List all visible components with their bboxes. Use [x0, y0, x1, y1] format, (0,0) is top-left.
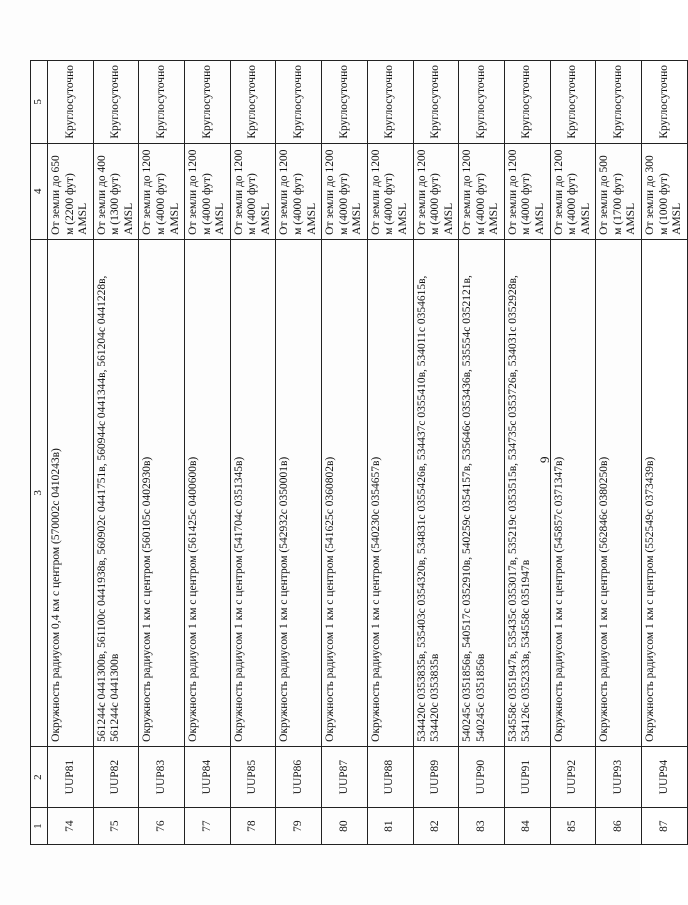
- zone-altitude: От земли до 500 м (1700 фут) AMSL: [596, 143, 642, 239]
- zone-time: Круглосуточно: [550, 61, 596, 144]
- zone-altitude: От земли до 1200 м (4000 фут) AMSL: [459, 143, 505, 239]
- zone-altitude: От земли до 1200 м (4000 фут) AMSL: [139, 143, 185, 239]
- header-col-1: 1: [31, 808, 48, 845]
- zone-time: Круглосуточно: [413, 61, 459, 144]
- zone-code: UUP86: [276, 746, 322, 807]
- row-number: 84: [504, 808, 550, 845]
- zone-code: UUP84: [185, 746, 231, 807]
- zone-time: Круглосуточно: [48, 61, 94, 144]
- table-row: [550, 61, 596, 845]
- zone-code: UUP92: [550, 746, 596, 807]
- row-number: 83: [459, 808, 505, 845]
- table-row: [139, 61, 185, 845]
- header-col-3: 3: [31, 239, 48, 746]
- table-row: [93, 61, 139, 845]
- row-number: 76: [139, 808, 185, 845]
- table-row: [322, 61, 368, 845]
- zone-code: UUP85: [230, 746, 276, 807]
- zone-code: UUP93: [596, 746, 642, 807]
- zone-time: Круглосуточно: [504, 61, 550, 144]
- header-row: [31, 61, 48, 845]
- zone-area: 540245с 0351856в, 540517с 0352910в, 540259с 0354157в, 535646с 0353436в, 535554с 0352121в, 540245с 0351856в: [459, 239, 505, 746]
- row-number: 82: [413, 808, 459, 845]
- row-number: 86: [596, 808, 642, 845]
- table-row: [367, 61, 413, 845]
- zone-altitude: От земли до 1200 м (4000 фут) AMSL: [230, 143, 276, 239]
- zone-altitude: От земли до 1200 м (4000 фут) AMSL: [504, 143, 550, 239]
- zone-time: Круглосуточно: [596, 61, 642, 144]
- table-row: [230, 61, 276, 845]
- zone-code: UUP83: [139, 746, 185, 807]
- zone-altitude: От земли до 1200 м (4000 фут) AMSL: [185, 143, 231, 239]
- zone-time: Круглосуточно: [139, 61, 185, 144]
- table-row: [185, 61, 231, 845]
- table-row: [596, 61, 642, 845]
- zone-time: Круглосуточно: [459, 61, 505, 144]
- zone-code: UUP89: [413, 746, 459, 807]
- zone-time: Круглосуточно: [185, 61, 231, 144]
- row-number: 81: [367, 808, 413, 845]
- zone-code: UUP94: [641, 746, 687, 807]
- zone-time: Круглосуточно: [641, 61, 687, 144]
- airspace-table: [30, 60, 688, 845]
- zone-altitude: От земли до 650 м (2200 фут) AMSL: [48, 143, 94, 239]
- header-col-4: 4: [31, 143, 48, 239]
- table-row: [413, 61, 459, 845]
- zone-area: Окружность радиусом 0,4 км с центром (570002с 0410243в): [48, 239, 94, 746]
- table-row: [459, 61, 505, 845]
- zone-altitude: От земли до 1200 м (4000 фут) AMSL: [276, 143, 322, 239]
- zone-area: Окружность радиусом 1 км с центром (541704с 0351345в): [230, 239, 276, 746]
- zone-area: Окружность радиусом 1 км с центром (560105с 0402930в): [139, 239, 185, 746]
- zone-altitude: От земли до 1200 м (4000 фут) AMSL: [550, 143, 596, 239]
- zone-altitude: От земли до 1200 м (4000 фут) AMSL: [322, 143, 368, 239]
- table-row: [641, 61, 687, 845]
- zone-time: Круглосуточно: [93, 61, 139, 144]
- zone-code: UUP90: [459, 746, 505, 807]
- zone-area: Окружность радиусом 1 км с центром (541625с 0360802в): [322, 239, 368, 746]
- row-number: 78: [230, 808, 276, 845]
- page-number: 9: [537, 456, 552, 463]
- zone-altitude: От земли до 1200 м (4000 фут) AMSL: [413, 143, 459, 239]
- table-row: [504, 61, 550, 845]
- zone-code: UUP82: [93, 746, 139, 807]
- zone-altitude: От земли до 400 м (1300 фут) AMSL: [93, 143, 139, 239]
- row-number: 87: [641, 808, 687, 845]
- row-number: 79: [276, 808, 322, 845]
- row-number: 85: [550, 808, 596, 845]
- zone-time: Круглосуточно: [367, 61, 413, 144]
- zone-time: Круглосуточно: [276, 61, 322, 144]
- zone-code: UUP91: [504, 746, 550, 807]
- zone-area: Окружность радиусом 1 км с центром (545857с 0371347в): [550, 239, 596, 746]
- zone-area: Окружность радиусом 1 км с центром (561425с 0400600в): [185, 239, 231, 746]
- zone-time: Круглосуточно: [322, 61, 368, 144]
- row-number: 80: [322, 808, 368, 845]
- zone-area: 561244с 0441300в, 561100с 0441938в, 560902с 0441751в, 560944с 0441344в, 561204с 0441228в, 561244с 0441300в: [93, 239, 139, 746]
- zone-area: 534420с 0353835в, 535403с 0354320в, 534831с 0355426в, 534437с 0355410в, 534011с 0354615в, 534420с 0353835в: [413, 239, 459, 746]
- zone-time: Круглосуточно: [230, 61, 276, 144]
- zone-area: 534558с 0351947в, 535435с 0353017в, 535219с 0353515в, 534735с 0353726в, 534031с 0352928в, 534126с 0352333в, 534558с 0351947в: [504, 239, 550, 746]
- row-number: 77: [185, 808, 231, 845]
- row-number: 75: [93, 808, 139, 845]
- header-col-2: 2: [31, 746, 48, 807]
- zone-code: UUP88: [367, 746, 413, 807]
- row-number: 74: [48, 808, 94, 845]
- zone-area: Окружность радиусом 1 км с центром (542932с 0350001в): [276, 239, 322, 746]
- zone-area: Окружность радиусом 1 км с центром (552549с 0373439в): [641, 239, 687, 746]
- table-row: [48, 61, 94, 845]
- zone-code: UUP87: [322, 746, 368, 807]
- zone-area: Окружность радиусом 1 км с центром (562846с 0380250в): [596, 239, 642, 746]
- header-col-5: 5: [31, 61, 48, 144]
- table-row: [276, 61, 322, 845]
- zone-area: Окружность радиусом 1 км с центром (540230с 0354657в): [367, 239, 413, 746]
- zone-altitude: От земли до 300 м (1000 фут) AMSL: [641, 143, 687, 239]
- zone-code: UUP81: [48, 746, 94, 807]
- zone-altitude: От земли до 1200 м (4000 фут) AMSL: [367, 143, 413, 239]
